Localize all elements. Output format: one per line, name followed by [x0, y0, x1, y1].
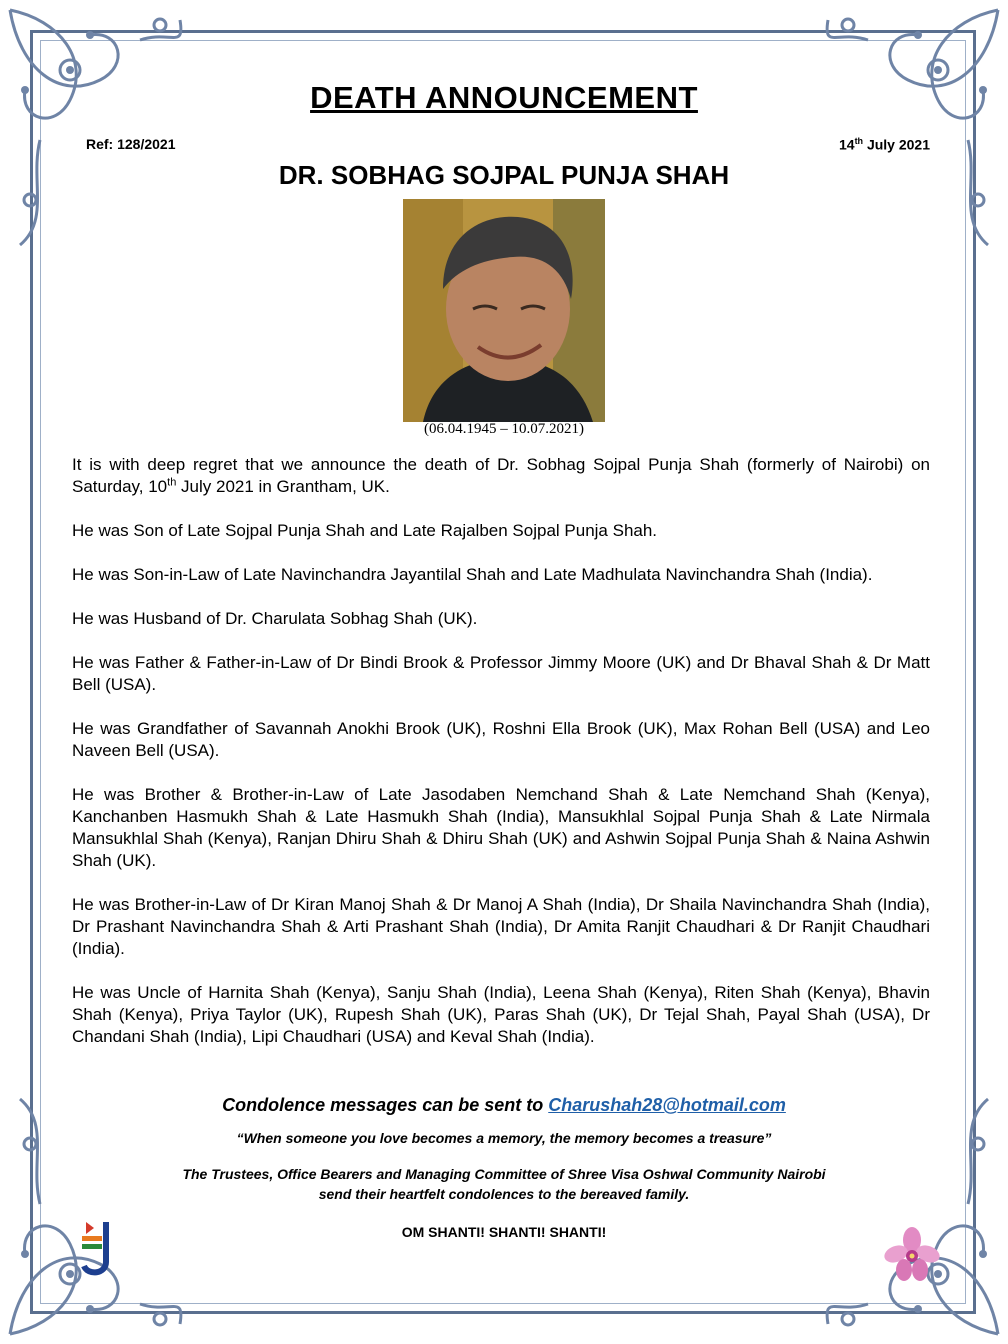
date-suffix: th — [854, 136, 864, 146]
paragraph-text: July 2021 in Grantham, UK. — [176, 477, 390, 496]
email-link[interactable]: Charushah28@hotmail.com — [548, 1095, 786, 1115]
portrait-illustration — [403, 199, 605, 422]
lifespan-dates: (06.04.1945 – 10.07.2021) — [424, 421, 584, 437]
orchid-flower-icon — [884, 1226, 940, 1284]
floral-corner-icon — [0, 0, 190, 250]
paragraph-siblings: He was Brother & Brother-in-Law of Late Jasodaben Nemchand Shah & Late Nemchand Shah (Kenya), Kanchanben Hasmukh Shah & Late Hasmukh Shah (India), Mansukhlal Sojpal Punja Shah & Late Nirmala Mansukhlal Shah (Kenya), Ranjan Dhiru Shah & Dhiru Shah (UK) and Ashwin Sojpal Punja Shah & Naina Ashwin Shah (UK). — [72, 785, 930, 870]
portrait-photo — [403, 199, 605, 422]
page-title: DEATH ANNOUNCEMENT — [310, 80, 698, 115]
reference-number: Ref: 128/2021 — [86, 136, 176, 152]
paragraph-death-notice — [72, 454, 930, 498]
paragraph-parents-in-law: He was Son-in-Law of Late Navinchandra Jayantilal Shah and Late Madhulata Navinchandra Shah (India). — [72, 565, 873, 584]
announcement-date — [839, 136, 930, 153]
date-day: 14 — [838, 136, 855, 153]
paragraph-children: He was Father & Father-in-Law of Dr Bindi Brook & Professor Jimmy Moore (UK) and Dr Bhaval Shah & Dr Matt Bell (USA). — [72, 653, 930, 694]
paragraph-nephews-nieces: He was Uncle of Harnita Shah (Kenya), Sanju Shah (India), Leena Shah (Kenya), Riten Shah (Kenya), Bhavin Shah (Kenya), Priya Taylor (UK), Rupesh Shah (UK), Paras Shah (UK), Dr Tejal Shah, Payal Shah (USA), Dr Chandani Shah (India), Lipi Chaudhari (USA) and Keval Shah (India). — [72, 983, 930, 1046]
date-suffix: th — [167, 476, 177, 489]
om-shanti: OM SHANTI! SHANTI! SHANTI! — [401, 1224, 607, 1240]
announcement-body — [72, 454, 930, 1070]
trustees-line: send their heartfelt condolences to the bereaved family. — [318, 1186, 690, 1202]
community-logo-icon — [78, 1218, 118, 1280]
floral-corner-icon — [818, 0, 1008, 250]
paragraph-spouse: He was Husband of Dr. Charulata Sobhag Shah (UK). — [72, 609, 478, 628]
condolence-line — [0, 1095, 1008, 1116]
condolence-text: Condolence messages can be sent to — [222, 1095, 549, 1115]
trustees-message — [0, 1164, 1008, 1204]
deceased-name: DR. SOBHAG SOJPAL PUNJA SHAH — [278, 160, 730, 190]
paragraph-siblings-in-law: He was Brother-in-Law of Dr Kiran Manoj Shah & Dr Manoj A Shah (India), Dr Shaila Navinchandra Shah (India), Dr Prashant Navinchandra Shah & Arti Prashant Shah (India), Dr Amita Ranjit Chaudhari & Dr Ranjit Chaudhari (India). — [72, 895, 930, 958]
paragraph-text: It is with deep regret that we announce the death of Dr. Sobhag Sojpal Punja Shah (formerly of Nairobi) on Saturday, 10 — [72, 455, 930, 496]
trustees-line: The Trustees, Office Bearers and Managing Committee of Shree Visa Oshwal Community Nairobi — [182, 1166, 826, 1182]
paragraph-grandchildren: He was Grandfather of Savannah Anokhi Brook (UK), Roshni Ella Brook (UK), Max Rohan Bell (USA) and Leo Naveen Bell (USA). — [72, 719, 930, 760]
memorial-quote: “When someone you love becomes a memory, the memory becomes a treasure” — [236, 1130, 772, 1146]
paragraph-parents: He was Son of Late Sojpal Punja Shah and Late Rajalben Sojpal Punja Shah. — [72, 521, 658, 540]
date-month-year: July 2021 — [863, 136, 930, 153]
